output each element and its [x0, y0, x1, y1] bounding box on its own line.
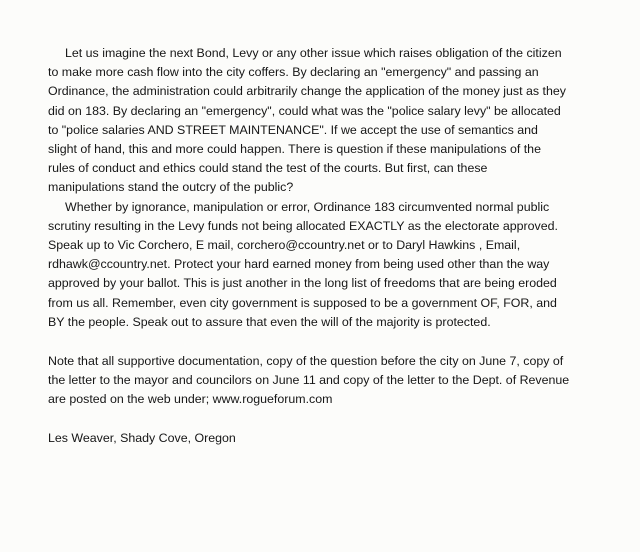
- text-line: Ordinance, the administration could arbitrarily change the application of the money just as they: [48, 84, 566, 99]
- paragraph-1: [48, 44, 600, 198]
- signature-line: Les Weaver, Shady Cove, Oregon: [48, 430, 236, 445]
- text-line: approved by your ballot. This is just another in the long list of freedoms that are being eroded: [48, 276, 557, 291]
- text-line: BY the people. Speak out to assure that even the will of the majority is protected.: [48, 314, 491, 329]
- paragraph-2: [48, 198, 600, 332]
- text-line: to make more cash flow into the city coffers. By declaring an "emergency" and passing an: [48, 65, 539, 80]
- text-line: the letter to the mayor and councilors on June 11 and copy of the letter to the Dept. of Revenue: [48, 373, 570, 388]
- text-line: rdhawk@ccountry.net. Protect your hard earned money from being used other than the way: [48, 257, 550, 272]
- text-line: Note that all supportive documentation, copy of the question before the city on June 7, copy of: [48, 354, 564, 369]
- text-line: did on 183. By declaring an "emergency", could what was the "police salary levy" be allocated: [48, 103, 561, 118]
- paragraph-3: [48, 352, 600, 410]
- letter-page: [48, 44, 600, 448]
- text-line: Whether by ignorance, manipulation or error, Ordinance 183 circumvented normal public: [65, 199, 550, 214]
- paragraph-spacer: [48, 332, 600, 352]
- text-line: to "police salaries AND STREET MAINTENANCE". If we accept the use of semantics and: [48, 122, 538, 137]
- signature: [48, 429, 600, 448]
- text-line: Speak up to Vic Corchero, E mail, corchero@ccountry.net or to Daryl Hawkins , Email,: [48, 238, 521, 253]
- text-line: Let us imagine the next Bond, Levy or any other issue which raises obligation of the citizen: [65, 46, 562, 60]
- text-line: slight of hand, this and more could happen. There is question if these manipulations of the: [48, 142, 541, 157]
- text-line: rules of conduct and ethics could stand the test of the courts. But first, can these: [48, 161, 488, 176]
- text-line: from us all. Remember, even city government is supposed to be a government OF, FOR, and: [48, 295, 557, 310]
- text-line: manipulations stand the outcry of the public?: [48, 180, 294, 195]
- text-line: are posted on the web under; www.rogueforum.com: [48, 392, 333, 407]
- text-line: scrutiny resulting in the Levy funds not being allocated EXACTLY as the electorate approved.: [48, 218, 558, 233]
- paragraph-spacer: [48, 410, 600, 429]
